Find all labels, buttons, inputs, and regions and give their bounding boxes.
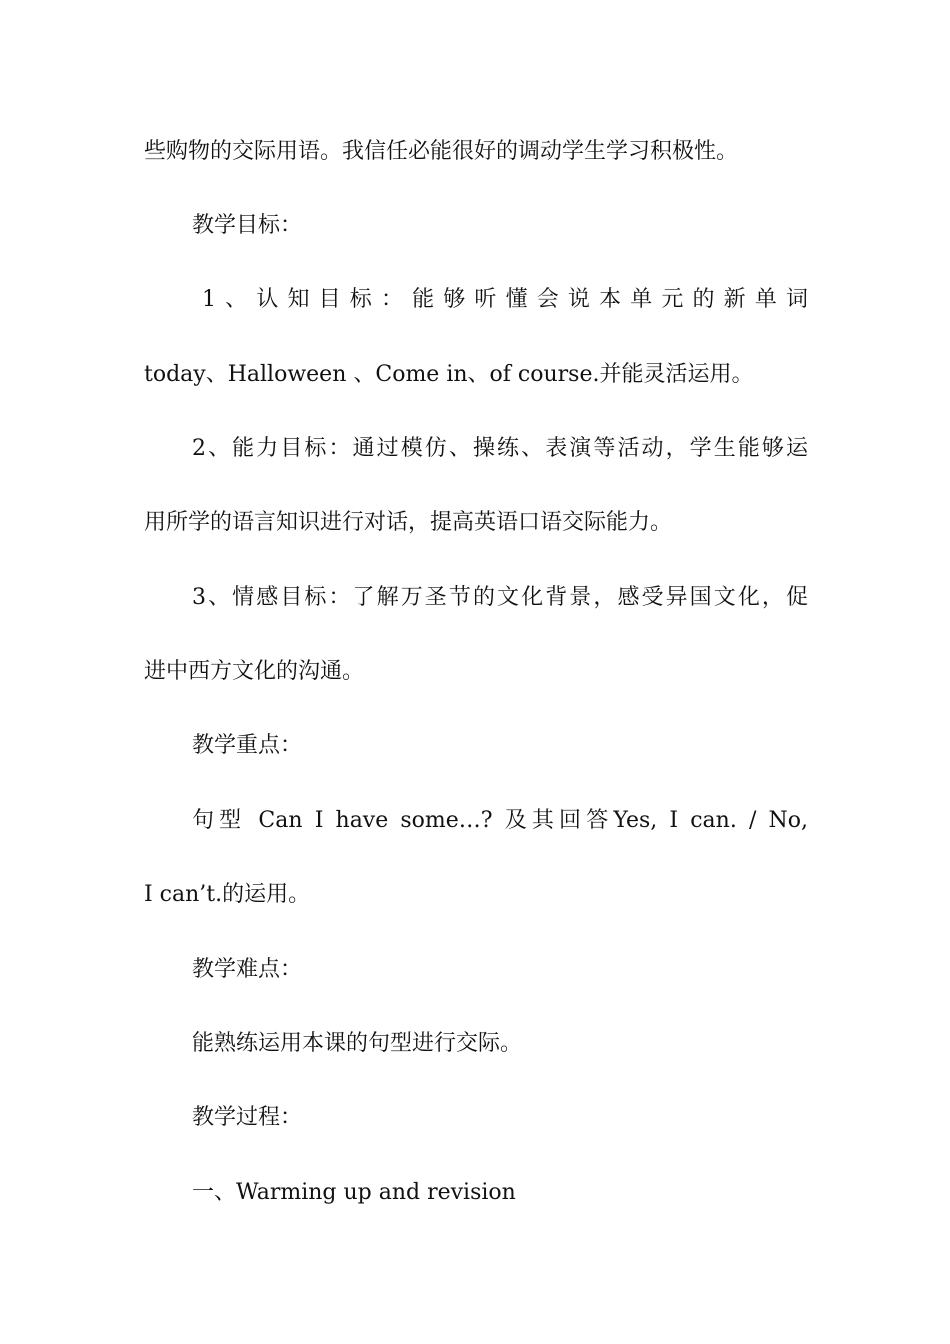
paragraph-line: 能熟练运用本课的句型进行交际。 <box>192 1031 523 1056</box>
paragraph-line: 些购物的交际用语。我信任必能很好的调动学生学习积极性。 <box>144 139 739 164</box>
section-heading-process: 教学过程： <box>192 1105 303 1130</box>
paragraph-line: 用所学的语言知识进行对话，提高英语口语交际能力。 <box>144 510 673 535</box>
paragraph-line: 1、认知目标：能够听懂会说本单元的新单词 <box>202 287 808 312</box>
paragraph-line: 进中西方文化的沟通。 <box>144 659 365 684</box>
section-heading-objectives: 教学目标： <box>192 213 303 238</box>
paragraph-line: I can’t.的运用。 <box>144 882 311 907</box>
paragraph-line: today、Halloween 、Come in、of course.并能灵活运用。 <box>144 362 754 387</box>
subsection-heading-warming-up: 一、Warming up and revision <box>192 1180 516 1205</box>
section-heading-difficulties: 教学难点： <box>192 957 303 982</box>
section-heading-key-points: 教学重点： <box>192 733 303 758</box>
paragraph-line: 2、能力目标：通过模仿、操练、表演等活动，学生能够运 <box>192 436 808 461</box>
paragraph-line: 句型 Can I have some…? 及其回答Yes, I can. / No, <box>192 808 808 833</box>
paragraph-line: 3、情感目标：了解万圣节的文化背景，感受异国文化，促 <box>192 585 808 610</box>
